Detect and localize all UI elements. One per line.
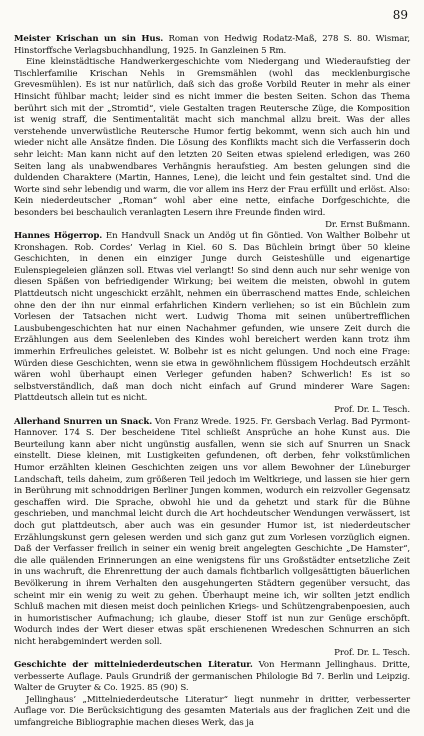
review-title: Geschichte der mittelniederdeutschen Literatur. bbox=[14, 660, 253, 671]
review-body: Der bescheidene Titel schließt Ansprüche an hohe Kunst aus. Die Beurteilung kann aber nicht ungünstig ausfallen, wenn sie sich auf Snurren un Snack einstellt. Diese kleinen, mit Lustigkeiten gefundenen, oft derben, fehr volkstümlichen Humor erzählten kleinen Geschichten zeigen uns vor allem Bewohner der Lüneburger Landschaft, teils daheim, zum größeren Teil jedoch im Weltkriege, und lassen sie hier gern in Berührung mit schnoddrigen Berliner Jungen kommen, wodurch ein reizvoller Gegensatz geschaffen wird. Die Sprache, obwohl hie und da gehetzt und stark für die Bühne geschrieben, und manchmal leicht durch die Art hochdeutscher Wendungen verwässert, ist doch gut plattdeutsch, aber auch was ein gesunder Humor ist, ist niederdeutscher Erzählungskunst gern gelesen werden und sich ganz gut zum Vorlesen vorzüglich eignen. Daß der Verfasser freilich in seiner ein wenig breit angelegten Geschichte „De Hamster“, die alle quälenden Erinnerungen an eine wenigstens für uns Großstädter entsetzliche Zeit in uns wachruft, die Ehrenrettung der auch damals fichtbarlich vollgesättigten bäuerlichen Bevölkerung in ihrem Verhalten den ausgehungerten Städtern gegenüber versucht, das scheint mir ein wenig zu weit zu gehen. Überhaupt meine ich, wir sollten jetzt endlich Schluß machen mit diesen meist doch peinlichen Kriegs- und Schützengrabenpoesien, auch in humoristischer Aufmachung; ich glaube, dieser Stoff ist nun zur Genüge erschöpft. Wodurch indes der Wert dieser etwas spät erschienenen Wredeschen Schnurren an sich nicht herabgemindert werden soll. bbox=[14, 428, 410, 647]
page-number: 89 bbox=[392, 8, 408, 22]
review-bibliographic-info: En Handvull Snack un Andög ut fin Göntied. Von Walther Bolbehr ut Kronshagen. Rob. Cordes’ Verlag in Kiel. 60 S. bbox=[14, 231, 410, 253]
review-signature: Dr. Ernst Bußmann. bbox=[325, 219, 410, 230]
review-signature: Prof. Dr. L. Tesch. bbox=[334, 405, 410, 415]
review-title: Allerhand Snurren un Snack. bbox=[14, 416, 153, 427]
review-signature: Prof. Dr. L. Tesch. bbox=[334, 648, 410, 659]
review-3 bbox=[14, 417, 410, 660]
review-4 bbox=[14, 660, 410, 730]
review-bibliographic-info: Roman von Hedwig Rodatz-Maß, 278 S. 80. Wismar, Hinstorffsche Verlagsbuchhandlung, 1925. In Ganzleinen 5 Rm. bbox=[14, 34, 410, 56]
review-1 bbox=[14, 34, 410, 231]
review-bibliographic-info: Von Hermann Jellinghaus. Dritte, verbesserte Auflage. Pauls Grundriß der germanischen Philologie Bd 7. Berlin und Leipzig. Walter de Gruyter & Co. 1925. 85 (90) S. bbox=[14, 660, 410, 694]
review-bibliographic-info: Von Franz Wrede. 1925. Fr. Gersbach Verlag. Bad Pyrmont-Hannover. 174 S. bbox=[14, 416, 410, 439]
review-body: Das Büchlein bringt über 50 kleine Geschichten, in denen ein einziger Junge durch Geisteshülle und eigenartige Eulenspiegeleien glänzen soll. Etwas viel verlangt! So sind denn auch nur sehr wenige von diesen Späßen von befriedigender Wirkung; bei weitem die meisten, obwohl in gutem Plattdeutsch nicht ungeschickt erzählt, nehmen ein überraschend mattes Ende, schleichen ohne den der ihn nur einmal erfahrlichen Kindern verliehen; so ist ein Büchlein zum Vorlesen der Tatsachen nicht wert. Ludwig Thoma mit seinen unübertrefflichen Lausbubengeschichten hat nur einen Nachahmer gefunden, wie unsere Zeit durch die Erzählungen aus dem Seelenleben des Kindes wohl bereichert werden kann trotz ihm immerhin Erfreuliches geleistet. W. Bolbehr ist es nicht gelungen. Und noch eine Frage: Würden diese Geschichten, wenn sie etwa in gewöhnlichem flüssigem Hochdeutsch erzählt wären wohl überhaupt einen Verleger gefunden haben? Schwerlich! Es ist so selbstverständlich, daß man doch nicht einfach auf Grund minderer Ware Sagen: Plattdeutsch allein tut es nicht. bbox=[14, 242, 410, 404]
review-2 bbox=[14, 231, 410, 417]
review-title: Hannes Högerrop. bbox=[14, 231, 103, 242]
review-body: Jellinghaus’ „Mittelniederdeutsche Literatur“ liegt nunmehr in dritter, verbesserter Auflage vor. Die Berücksichtigung des gesamten Materials aus der fraglichen Zeit und die umfangreiche Bibliographie machen dieses Werk, das ja bbox=[14, 694, 410, 729]
review-body: Eine kleinstädtische Handwerkergeschichte vom Niedergang und Wiederaufstieg der Tischlerfamilie Krischan Nehls in Gremsmählen (wohl das mecklenburgische Grevesmühlen). Es ist nur natürlich, daß sich das große Vorbild Reuter in mehr als einer Hinsicht fühlbar macht; leider sind es nicht immer die besten Seiten. Schon das Thema berührt sich mit der „Stromtid“, viele Gestalten tragen Reutersche Züge, die Komposition ist wenig straff, die Sentimentalität macht sich manchmal allzu breit. Was der alles verstehende unverwüstliche Reutersche Humor fertig bekommt, wenn sich auch hin und wieder nicht alle Ansätze finden. Die Lösung des Konflikts macht sich die Verfasserin doch sehr leicht: Man kann nicht auf den letzten 20 Seiten etwas spielend erledigen, was 260 Seiten lang als unabwendbares Verhängnis heraufstieg. Am besten gelungen sind die duldenden Charaktere (Martin, Hannes, Lene), die leicht und fein gestaltet sind. Und die Worte sind sehr lebendig und warm, die vor allem ins Herz der Frau erfüllt und erlöst. Also: Kein niederdeutscher „Roman“ wohl aber eine nette, einfache Dorfgeschichte, die besonders bei beschaulich veranlagten Lesern ihre Freunde finden wird. bbox=[14, 57, 410, 218]
review-title: Meister Krischan un sin Hus. bbox=[14, 34, 164, 44]
